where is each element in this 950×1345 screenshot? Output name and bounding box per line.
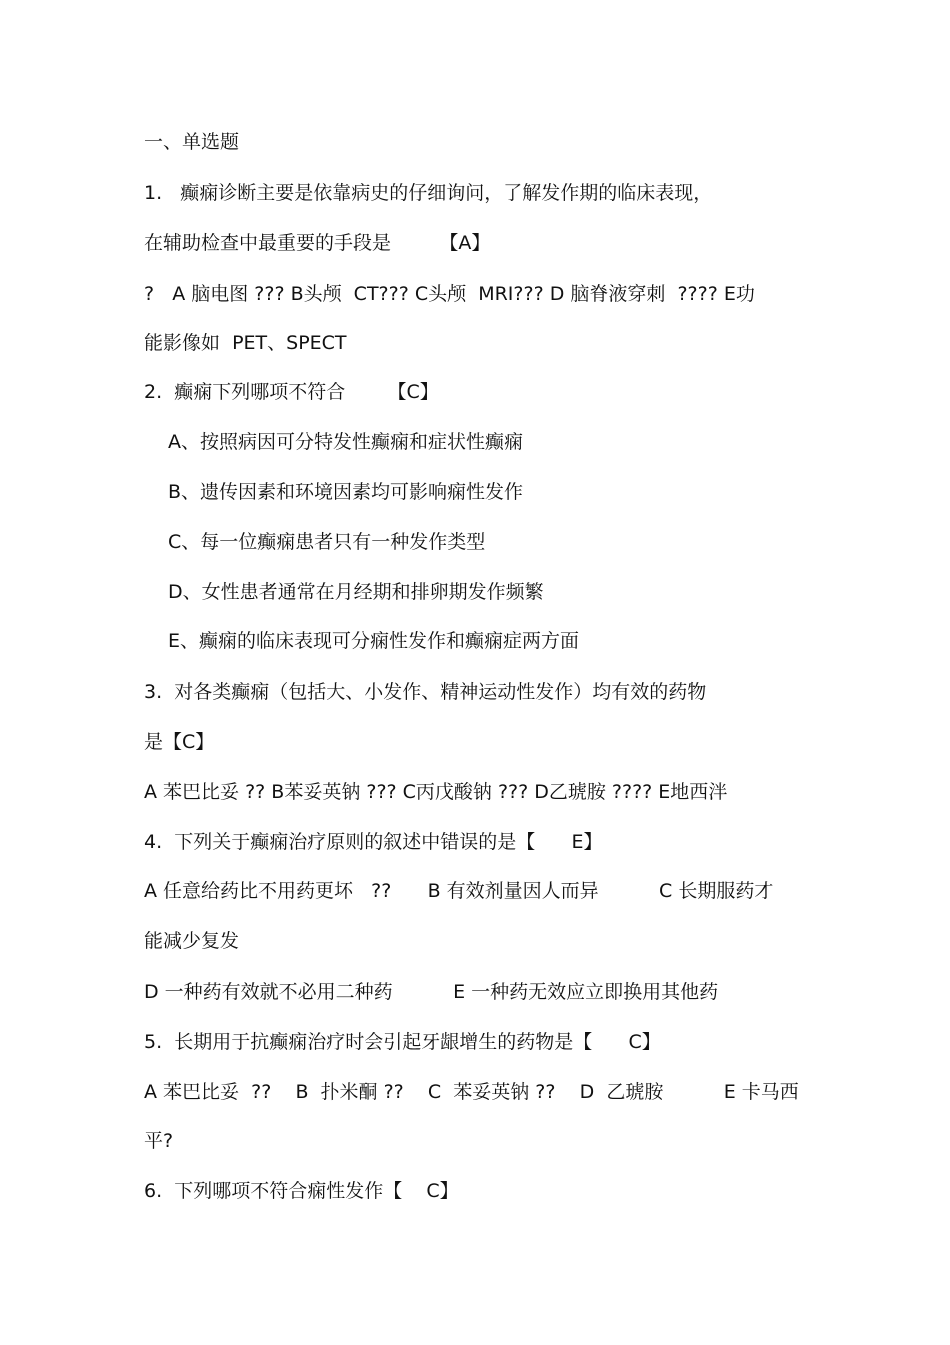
question-1-stem-line-2: 在辅助检查中最重要的手段是 【A】	[144, 232, 491, 254]
question-6-stem: 6. 下列哪项不符合痫性发作【 C】	[144, 1180, 459, 1202]
question-4-stem: 4. 下列关于癫痫治疗原则的叙述中错误的是【 E】	[144, 831, 603, 853]
question-4-options-line-2: 能减少复发	[144, 930, 240, 952]
question-2-option-b: B、遗传因素和环境因素均可影响痫性发作	[168, 481, 524, 503]
question-2-option-a: A、按照病因可分特发性癫痫和症状性癫痫	[168, 431, 523, 453]
question-2-option-c: C、每一位癫痫患者只有一种发作类型	[168, 531, 486, 553]
question-1-stem-line-1: 1. 癫痫诊断主要是依靠病史的仔细询问，了解发作期的临床表现，	[144, 182, 713, 204]
question-2-stem: 2. 癫痫下列哪项不符合 【C】	[144, 381, 439, 403]
question-2-option-e: E、癫痫的临床表现可分痫性发作和癫痫症两方面	[168, 630, 580, 652]
question-4-options-line-1: A 任意给药比不用药更坏 ?? B 有效剂量因人而异 C 长期服药才	[144, 880, 774, 902]
question-2-option-d: D、女性患者通常在月经期和排卵期发作频繁	[168, 581, 544, 603]
question-3-options: A 苯巴比妥 ?? B苯妥英钠 ??? C丙戊酸钠 ??? D乙琥胺 ???? E地西泮	[144, 781, 728, 803]
question-3-stem-line-1: 3. 对各类癫痫（包括大、小发作、精神运动性发作）均有效的药物	[144, 681, 707, 703]
question-4-options-line-3: D 一种药有效就不必用二种药 E 一种药无效应立即换用其他药	[144, 981, 719, 1003]
question-5-options-line-1: A 苯巴比妥 ?? B 扑米酮 ?? C 苯妥英钠 ?? D 乙琥胺 E 卡马西	[144, 1081, 799, 1103]
question-1-options-line-2: 能影像如 PET、SPECT	[144, 332, 347, 354]
question-3-stem-line-2: 是【C】	[144, 731, 215, 753]
question-1-options-line-1: ? A 脑电图 ??? B头颅 CT??? C头颅 MRI??? D 脑脊液穿刺 ???? E功	[144, 283, 755, 305]
question-5-stem: 5. 长期用于抗癫痫治疗时会引起牙龈增生的药物是【 C】	[144, 1031, 661, 1053]
question-5-options-line-2: 平?	[144, 1130, 174, 1152]
section-heading: 一、单选题	[144, 131, 240, 153]
